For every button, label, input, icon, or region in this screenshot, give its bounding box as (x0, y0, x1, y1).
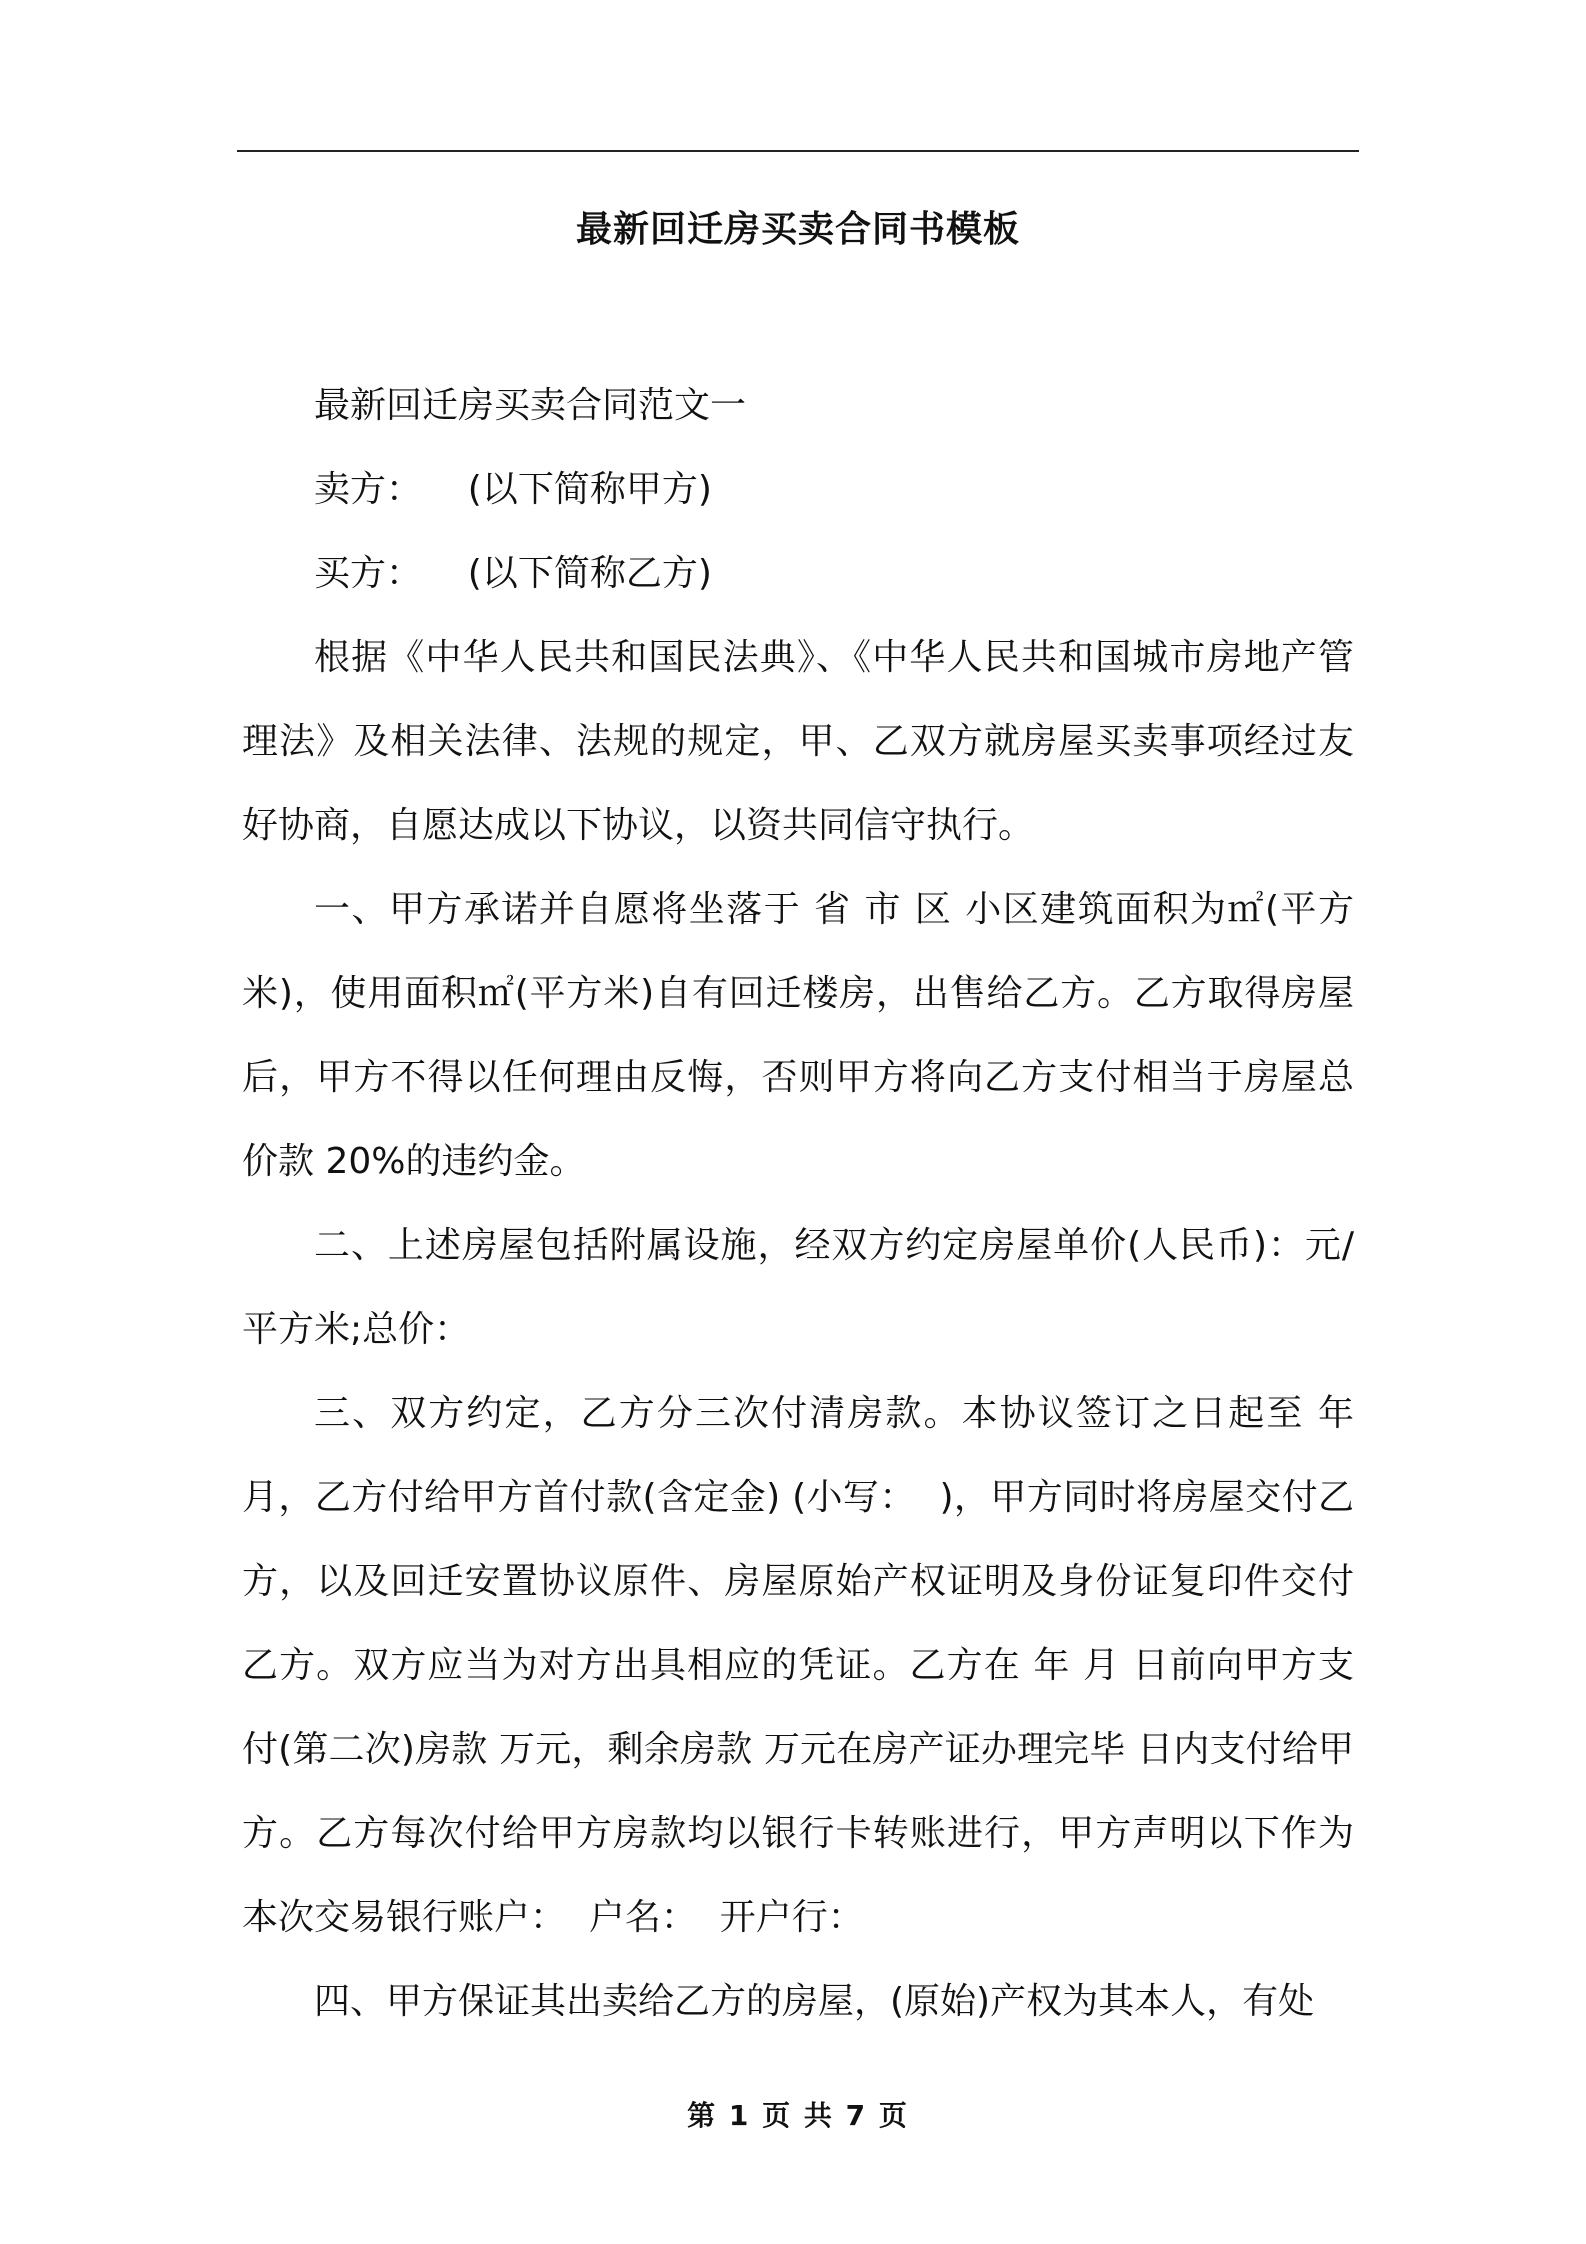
subtitle-paragraph: 最新回迁房买卖合同范文一 (314, 385, 747, 426)
clause-2-paragraph: 二、上述房屋包括附属设施，经双方约定房屋单价(人民币)：元/平方米;总价： (242, 1225, 1354, 1350)
clause-4-paragraph: 四、甲方保证其出卖给乙方的房屋，(原始)产权为其本人，有处 (314, 1981, 1315, 2022)
seller-line: 卖方： (以下简称甲方) (314, 469, 712, 510)
document-title: 最新回迁房买卖合同书模板 (575, 209, 1020, 250)
header-divider (237, 150, 1359, 152)
clause-1-paragraph: 一、甲方承诺并自愿将坐落于 省 市 区 小区建筑面积为㎡(平方米)，使用面积㎡(平方米)自有回迁楼房，出售给乙方。乙方取得房屋后，甲方不得以任何理由反悔，否则甲方将向乙方支付相当于房屋总价款 20%的违约金。 (242, 889, 1354, 1182)
page-number-footer: 第 1 页 共 7 页 (687, 2099, 909, 2132)
clause-3-paragraph: 三、双方约定，乙方分三次付清房款。本协议签订之日起至 年 月，乙方付给甲方首付款(含定金) (小写： )，甲方同时将房屋交付乙方，以及回迁安置协议原件、房屋原始产权证明及身份证复印件交付乙方。双方应当为对方出具相应的凭证。乙方在 年 月 日前向甲方支付(第二次)房款 万元，剩余房款 万元在房产证办理完毕 日内支付给甲方。乙方每次付给甲方房款均以银行卡转账进行，甲方声明以下作为本次交易银行账户： 户名： 开户行： (242, 1393, 1366, 1938)
document-body (242, 364, 1366, 2044)
preamble-paragraph: 根据《中华人民共和国民法典》、《中华人民共和国城市房地产管理法》及相关法律、法规的规定，甲、乙双方就房屋买卖事项经过友好协商，自愿达成以下协议，以资共同信守执行。 (242, 637, 1354, 846)
buyer-line: 买方： (以下简称乙方) (314, 553, 712, 594)
